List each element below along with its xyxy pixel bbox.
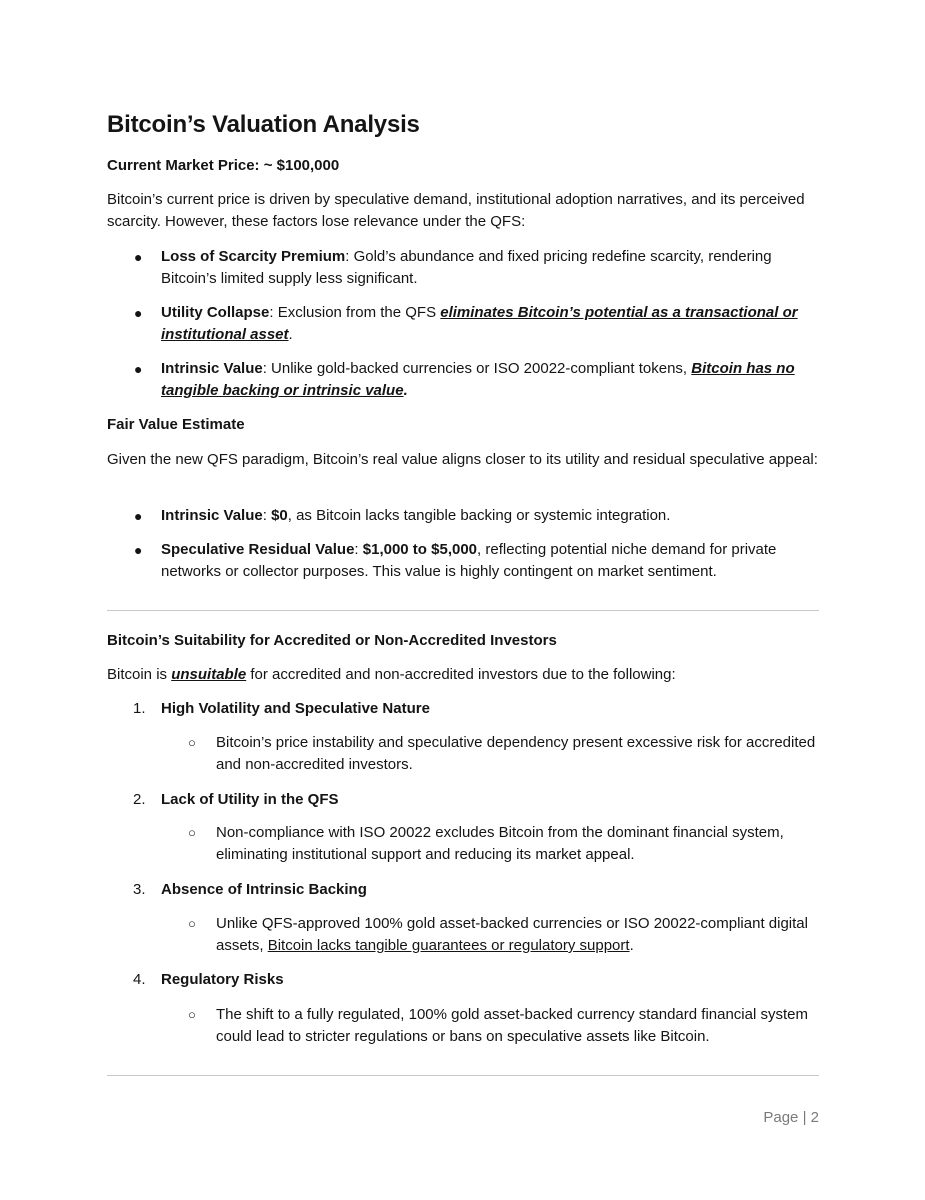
reason-title: Lack of Utility in the QFS xyxy=(161,791,339,808)
bullet-item-intrinsic xyxy=(134,358,801,402)
bullet-emphasis: Bitcoin has no tangible backing or intrinsic value xyxy=(161,360,795,399)
page-number: 2 xyxy=(810,1109,819,1126)
reason-detail xyxy=(188,732,821,776)
suitability-intro-post: for accredited and non-accredited investors due to the following: xyxy=(246,666,676,683)
reason-number: 4. xyxy=(133,971,146,988)
circle-bullet-icon: ○ xyxy=(188,916,196,931)
bullet-label: Utility Collapse xyxy=(161,304,270,321)
bullet-text: , as Bitcoin lacks tangible backing or systemic integration. xyxy=(287,507,671,524)
reason-title: Regulatory Risks xyxy=(161,971,284,988)
reason-detail-text: Unlike QFS-approved 100% gold asset-backed currencies or ISO 20022-compliant digital assets, xyxy=(216,915,808,954)
reason-detail-underline: Bitcoin lacks tangible guarantees or regulatory support xyxy=(267,937,630,954)
reason-detail-text: The shift to a fully regulated, 100% gold asset-backed currency standard financial system could lead to stricter regulations or bans on speculative assets like Bitcoin. xyxy=(216,1006,808,1045)
bullet-value: $1,000 to $5,000 xyxy=(362,541,478,558)
bullet-value: $0 xyxy=(271,507,288,524)
reason-number: 3. xyxy=(133,881,146,898)
reason-detail xyxy=(188,913,821,957)
bullet-label: Loss of Scarcity Premium xyxy=(161,248,346,265)
circle-bullet-icon: ○ xyxy=(188,825,196,840)
bullet-text: : Exclusion from the QFS xyxy=(269,304,441,321)
section-divider xyxy=(107,610,819,611)
bullet-text: : Unlike gold-backed currencies or ISO 20022-compliant tokens, xyxy=(262,360,692,377)
bullet-sep: : xyxy=(354,541,363,558)
fair-value-intro: Given the new QFS paradigm, Bitcoin’s real value aligns closer to its utility and residual speculative appeal: xyxy=(107,451,818,468)
bullet-label: Speculative Residual Value xyxy=(161,541,355,558)
circle-bullet-icon: ○ xyxy=(188,1007,196,1022)
reason-detail-text: Bitcoin’s price instability and speculative dependency present excessive risk for accredited and non-accredited investors. xyxy=(216,734,816,773)
reason-detail-text: Non-compliance with ISO 20022 excludes Bitcoin from the dominant financial system, eliminating institutional support and reducing its market appeal. xyxy=(216,824,784,863)
bullet-item-scarcity xyxy=(134,246,801,290)
bullet-sep: : xyxy=(262,507,272,524)
page-footer xyxy=(763,1107,819,1129)
reason-title: Absence of Intrinsic Backing xyxy=(161,881,367,898)
suitability-heading: Bitcoin’s Suitability for Accredited or Non-Accredited Investors xyxy=(107,632,557,649)
footer-divider xyxy=(107,1075,819,1076)
reason-detail-tail: . xyxy=(629,937,634,954)
bullet-item-utility xyxy=(134,302,801,346)
bullet-tail: . xyxy=(403,382,408,399)
page-label: Page xyxy=(763,1109,799,1126)
circle-bullet-icon: ○ xyxy=(188,735,196,750)
intro-paragraph: Bitcoin’s current price is driven by speculative demand, institutional adoption narratives, and its perceived scarcity. However, these factors lose relevance under the QFS: xyxy=(107,191,805,230)
reason-number: 2. xyxy=(133,791,146,808)
bullet-item-speculative-value xyxy=(134,539,801,583)
reason-title: High Volatility and Speculative Nature xyxy=(161,700,430,717)
reason-item xyxy=(133,789,801,811)
market-price: Current Market Price: ~ $100,000 xyxy=(107,157,340,174)
bullet-label: Intrinsic Value xyxy=(161,507,263,524)
bullet-emphasis: eliminates Bitcoin’s potential as a transactional or institutional asset xyxy=(161,304,798,343)
bullet-text: : Gold’s abundance and fixed pricing redefine scarcity, rendering Bitcoin’s limited supply less significant. xyxy=(161,248,772,287)
bullet-icon: ● xyxy=(134,361,143,377)
bullet-icon: ● xyxy=(134,508,143,524)
page-separator: | xyxy=(802,1109,807,1126)
suitability-intro-pre: Bitcoin is xyxy=(107,666,172,683)
suitability-intro xyxy=(107,664,819,686)
reason-detail xyxy=(188,1004,821,1048)
reason-number: 1. xyxy=(133,700,146,717)
reason-detail xyxy=(188,822,821,866)
bullet-item-intrinsic-value xyxy=(134,505,801,527)
bullet-label: Intrinsic Value xyxy=(161,360,263,377)
bullet-icon: ● xyxy=(134,249,143,265)
bullet-text: , reflecting potential niche demand for private networks or collector purposes. This value is highly contingent on market sentiment. xyxy=(161,541,777,580)
bullet-tail: . xyxy=(288,326,293,343)
bullet-icon: ● xyxy=(134,305,143,321)
reason-item xyxy=(133,698,801,720)
page-title: Bitcoin’s Valuation Analysis xyxy=(107,111,420,138)
bullet-icon: ● xyxy=(134,542,143,558)
fair-value-heading: Fair Value Estimate xyxy=(107,416,245,433)
reason-item xyxy=(133,879,801,901)
reason-item xyxy=(133,969,801,991)
suitability-intro-emphasis: unsuitable xyxy=(171,666,247,683)
